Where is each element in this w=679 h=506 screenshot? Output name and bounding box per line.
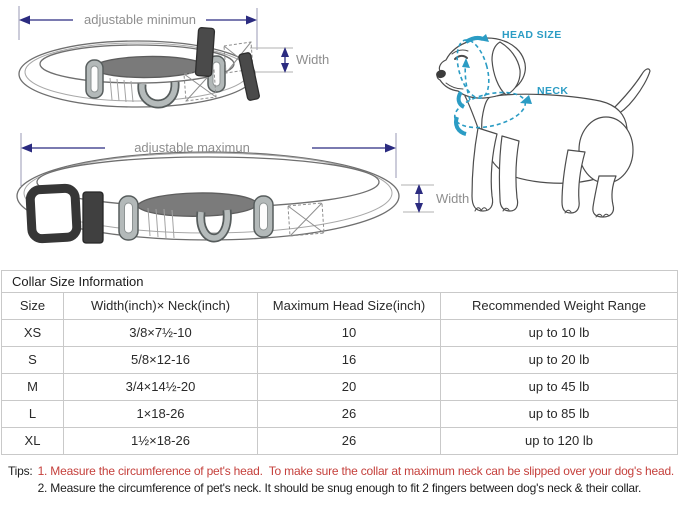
table-row-l (2, 401, 678, 428)
col-header-size: Size (2, 293, 64, 320)
size-cell: S (2, 347, 64, 374)
adjustable-maximum-label: adjustable maximun (134, 140, 250, 155)
collar-max-slider (83, 192, 103, 243)
head-size-cell: 26 (258, 428, 441, 455)
width-label-max: Width (436, 191, 470, 206)
width-neck-cell: 3/4×14½-20 (64, 374, 258, 401)
dog-chest-line (465, 96, 478, 128)
head-size-label: HEAD SIZE (502, 29, 562, 41)
tips-section (8, 463, 674, 497)
weight-cell: up to 10 lb (441, 320, 678, 347)
size-cell: XL (2, 428, 64, 455)
width-neck-cell: 3/8×7½-10 (64, 320, 258, 347)
col-header-width-neck: Width(inch)× Neck(inch) (64, 293, 258, 320)
collar-min-illustration (19, 28, 260, 107)
weight-cell: up to 45 lb (441, 374, 678, 401)
head-size-cell: 26 (258, 401, 441, 428)
table-title: Collar Size Information (2, 271, 678, 293)
neck-label: NECK (537, 85, 569, 97)
col-header-head-size: Maximum Head Size(inch) (258, 293, 441, 320)
tip-line-2: 2. Measure the circumference of pet's neck. It should be snug enough to fit 2 fingers between dog's neck & their collar. (37, 481, 642, 495)
dog-front-far-leg (499, 136, 519, 211)
head-size-cell: 16 (258, 347, 441, 374)
head-size-cell: 10 (258, 320, 441, 347)
head-size-cell: 20 (258, 374, 441, 401)
collar-min-buckle (195, 28, 214, 77)
table-row-xs (2, 320, 678, 347)
collar-min-width-dimension (250, 47, 293, 73)
collar-max-illustration (17, 152, 399, 243)
weight-cell: up to 120 lb (441, 428, 678, 455)
tips-label: Tips: (8, 464, 33, 478)
width-label-min: Width (296, 52, 330, 67)
table-row-xl (2, 428, 678, 455)
collar-size-table (1, 270, 678, 455)
weight-cell: up to 20 lb (441, 347, 678, 374)
col-header-weight-range: Recommended Weight Range (441, 293, 678, 320)
weight-cell: up to 85 lb (441, 401, 678, 428)
collar-max-width-dimension (401, 184, 434, 213)
width-neck-cell: 5/8×12-16 (64, 347, 258, 374)
size-cell: L (2, 401, 64, 428)
width-neck-cell: 1½×18-26 (64, 428, 258, 455)
dog-rear-near-leg (593, 176, 616, 217)
table-title-row (2, 271, 678, 293)
table-row-s (2, 347, 678, 374)
adjustable-minimum-label: adjustable minimun (83, 12, 196, 27)
tips-lines (38, 463, 675, 497)
tip-line-1: 1. Measure the circumference of pet's head. To make sure the collar at maximum neck can be slipped over your dog's head. (37, 464, 675, 478)
table-row-m (2, 374, 678, 401)
table-header-row (2, 293, 678, 320)
dog-rear-thigh (579, 117, 633, 183)
size-cell: XS (2, 320, 64, 347)
collar-max-buckle (30, 188, 78, 239)
width-neck-cell: 1×18-26 (64, 401, 258, 428)
size-cell: M (2, 374, 64, 401)
dog-front-near-leg (472, 128, 497, 211)
